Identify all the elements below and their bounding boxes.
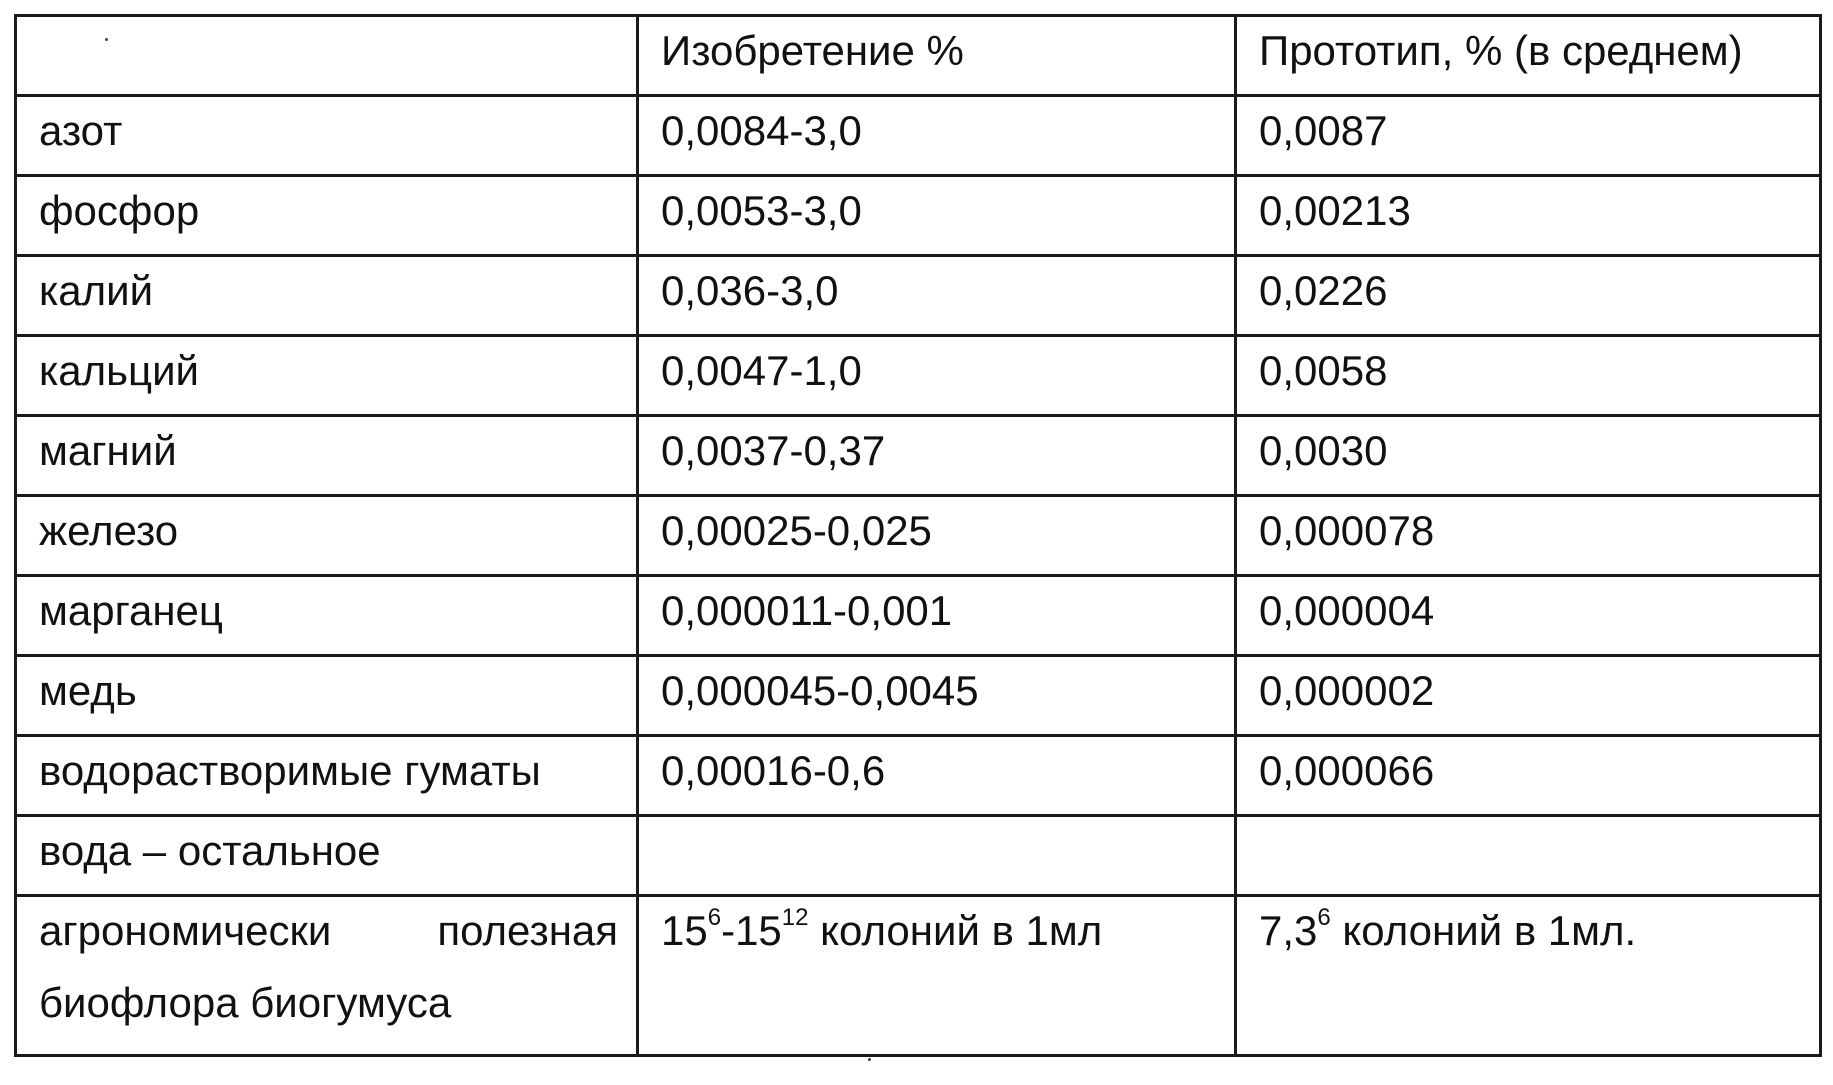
cell-component-biofloral	[16, 896, 638, 1056]
prototype-colonies: $7,3^6$ колоний в 1мл.	[1259, 904, 1637, 954]
cell-component: марганец	[16, 576, 638, 656]
header-cell-invention: Изобретение %	[638, 16, 1236, 96]
cell-invention: 0,0084-3,0	[638, 96, 1236, 176]
cell-component: вода – остальное	[16, 816, 638, 896]
cell-invention: 0,000045-0,0045	[638, 656, 1236, 736]
cell-prototype: 0,000002	[1236, 656, 1821, 736]
scan-speck	[868, 1058, 871, 1061]
table-row	[16, 496, 1821, 576]
cell-component: калий	[16, 256, 638, 336]
cell-invention: 0,00016-0,6	[638, 736, 1236, 816]
table-row	[16, 416, 1821, 496]
cell-invention: 0,0053-3,0	[638, 176, 1236, 256]
invention-colonies: $15^6-15^{12}$ колоний в 1мл	[661, 904, 1103, 954]
cell-invention	[638, 816, 1236, 896]
biofloral-line-2: биофлора биогумуса	[39, 979, 452, 1026]
table-row	[16, 576, 1821, 656]
cell-prototype: 0,000066	[1236, 736, 1821, 816]
cell-component: азот	[16, 96, 638, 176]
cell-invention: 0,000011-0,001	[638, 576, 1236, 656]
table-row	[16, 736, 1821, 816]
cell-prototype: 0,0058	[1236, 336, 1821, 416]
biofloral-line-1: агрономически полезная	[39, 907, 618, 954]
cell-invention-biofloral	[638, 896, 1236, 1056]
cell-component: железо	[16, 496, 638, 576]
cell-prototype: 0,0226	[1236, 256, 1821, 336]
composition-table	[14, 14, 1822, 1057]
cell-invention: 0,0037-0,37	[638, 416, 1236, 496]
cell-prototype: 0,000004	[1236, 576, 1821, 656]
header-cell-empty	[16, 16, 638, 96]
cell-prototype: 0,0030	[1236, 416, 1821, 496]
table-row	[16, 656, 1821, 736]
cell-prototype: 0,0087	[1236, 96, 1821, 176]
table-row	[16, 96, 1821, 176]
cell-prototype-biofloral	[1236, 896, 1821, 1056]
header-cell-prototype: Прототип, % (в среднем)	[1236, 16, 1821, 96]
cell-component: кальций	[16, 336, 638, 416]
cell-prototype: 0,00213	[1236, 176, 1821, 256]
cell-invention: 0,00025-0,025	[638, 496, 1236, 576]
table-row-biofloral	[16, 896, 1821, 1056]
table-row	[16, 256, 1821, 336]
cell-component: магний	[16, 416, 638, 496]
cell-component: медь	[16, 656, 638, 736]
cell-component: водорастворимые гуматы	[16, 736, 638, 816]
table-header-row	[16, 16, 1821, 96]
table-row	[16, 816, 1821, 896]
cell-invention: 0,036-3,0	[638, 256, 1236, 336]
cell-invention: 0,0047-1,0	[638, 336, 1236, 416]
cell-component: фосфор	[16, 176, 638, 256]
cell-prototype: 0,000078	[1236, 496, 1821, 576]
table-row	[16, 336, 1821, 416]
cell-prototype	[1236, 816, 1821, 896]
table-row	[16, 176, 1821, 256]
